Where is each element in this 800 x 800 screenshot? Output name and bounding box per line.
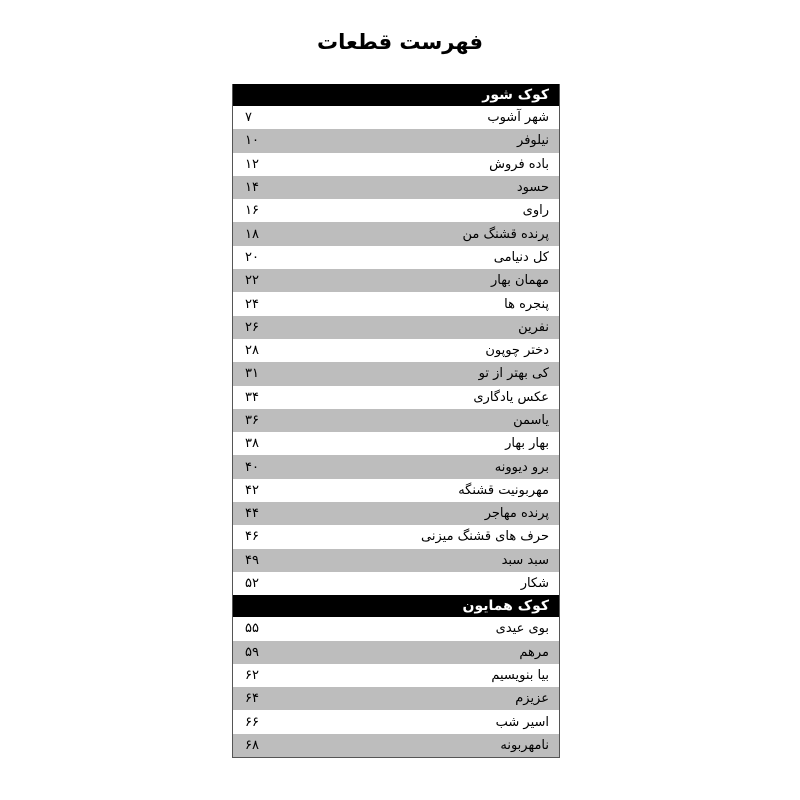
page-number: ۳۶ bbox=[245, 413, 259, 428]
page-number: ۲۸ bbox=[245, 343, 259, 359]
toc-row bbox=[233, 432, 559, 455]
piece-title: عکس یادگاری bbox=[473, 389, 549, 405]
toc-row bbox=[233, 316, 559, 339]
toc-row bbox=[233, 710, 559, 733]
piece-title: راوی bbox=[522, 203, 549, 219]
page-number: ۳۸ bbox=[245, 436, 259, 452]
toc-row bbox=[233, 687, 559, 710]
piece-title: مرهم bbox=[519, 644, 549, 660]
piece-title: مهمان بهار bbox=[491, 273, 549, 289]
toc-row bbox=[233, 292, 559, 315]
page-number: ۶۲ bbox=[245, 667, 259, 683]
piece-title: کی بهتر از تو bbox=[478, 366, 549, 382]
page-number: ۵۹ bbox=[245, 644, 259, 660]
toc-row bbox=[233, 549, 559, 572]
piece-title: نیلوفر bbox=[517, 133, 549, 149]
page-number: ۴۴ bbox=[245, 506, 259, 522]
toc-row bbox=[233, 386, 559, 409]
page-number: ۶۸ bbox=[245, 737, 259, 753]
toc-row bbox=[233, 572, 559, 595]
toc-row bbox=[233, 479, 559, 502]
section-heading: کوک همایون bbox=[233, 595, 559, 617]
piece-title: باده فروش bbox=[489, 156, 549, 172]
page-title: فهرست قطعات bbox=[317, 30, 483, 54]
toc-row bbox=[233, 129, 559, 152]
page-number: ۲۶ bbox=[245, 319, 259, 335]
page-number: ۴۰ bbox=[245, 459, 259, 475]
piece-title: شهر آشوب bbox=[487, 110, 549, 126]
piece-title: بوی عیدی bbox=[495, 621, 549, 637]
page-number: ۶۴ bbox=[245, 691, 259, 707]
piece-title: برو دیوونه bbox=[494, 459, 549, 475]
page-number: ۱۴ bbox=[245, 180, 259, 196]
piece-title: کل دنیامی bbox=[493, 249, 549, 265]
piece-title: نامهربونه bbox=[500, 737, 549, 753]
piece-title: نفرین bbox=[518, 319, 549, 335]
toc-row bbox=[233, 664, 559, 687]
toc-row bbox=[233, 409, 559, 432]
table-of-contents bbox=[232, 84, 560, 758]
page-number: ۲۴ bbox=[245, 296, 259, 312]
piece-title: بیا بنویسیم bbox=[491, 667, 549, 683]
page-number: ۴۶ bbox=[245, 529, 259, 545]
page-number: ۱۶ bbox=[245, 203, 259, 219]
section-heading: کوک شور bbox=[233, 84, 559, 106]
page-number: ۱۸ bbox=[245, 226, 259, 242]
toc-row bbox=[233, 339, 559, 362]
toc-row bbox=[233, 502, 559, 525]
piece-title: عزیزم bbox=[515, 691, 549, 707]
page-number: ۲۰ bbox=[245, 249, 259, 265]
toc-row bbox=[233, 106, 559, 129]
toc-row bbox=[233, 641, 559, 664]
page-number: ۳۱ bbox=[245, 366, 259, 382]
toc-row bbox=[233, 153, 559, 176]
toc-row bbox=[233, 269, 559, 292]
piece-title: بهار بهار bbox=[505, 436, 549, 452]
piece-title: یاسمن bbox=[513, 413, 549, 428]
toc-row bbox=[233, 525, 559, 548]
page-number: ۳۴ bbox=[245, 389, 259, 405]
page-number: ۴۹ bbox=[245, 552, 259, 568]
toc-row bbox=[233, 362, 559, 385]
page-number: ۷ bbox=[245, 110, 252, 126]
piece-title: سبد سبد bbox=[501, 552, 549, 568]
piece-title: مهربونیت قشنگه bbox=[458, 482, 549, 498]
piece-title: حرف های قشنگ میزنی bbox=[421, 529, 549, 545]
piece-title: پرنده قشنگ من bbox=[462, 226, 549, 242]
page-number: ۵۲ bbox=[245, 576, 259, 592]
toc-row bbox=[233, 199, 559, 222]
piece-title: دختر چوپون bbox=[485, 343, 549, 359]
piece-title: پرنده مهاجر bbox=[484, 506, 549, 522]
page-number: ۱۰ bbox=[245, 133, 259, 149]
piece-title: اسیر شب bbox=[495, 714, 549, 730]
toc-row bbox=[233, 246, 559, 269]
page-number: ۱۲ bbox=[245, 156, 259, 172]
toc-row bbox=[233, 455, 559, 478]
piece-title: پنجره ها bbox=[504, 296, 549, 312]
toc-row bbox=[233, 222, 559, 245]
page-number: ۵۵ bbox=[245, 621, 259, 637]
page-number: ۶۶ bbox=[245, 714, 259, 730]
toc-row bbox=[233, 176, 559, 199]
piece-title: شکار bbox=[520, 576, 549, 592]
piece-title: حسود bbox=[516, 180, 549, 196]
toc-row bbox=[233, 734, 559, 757]
toc-row bbox=[233, 617, 559, 640]
page-number: ۲۲ bbox=[245, 273, 259, 289]
page-number: ۴۲ bbox=[245, 482, 259, 498]
